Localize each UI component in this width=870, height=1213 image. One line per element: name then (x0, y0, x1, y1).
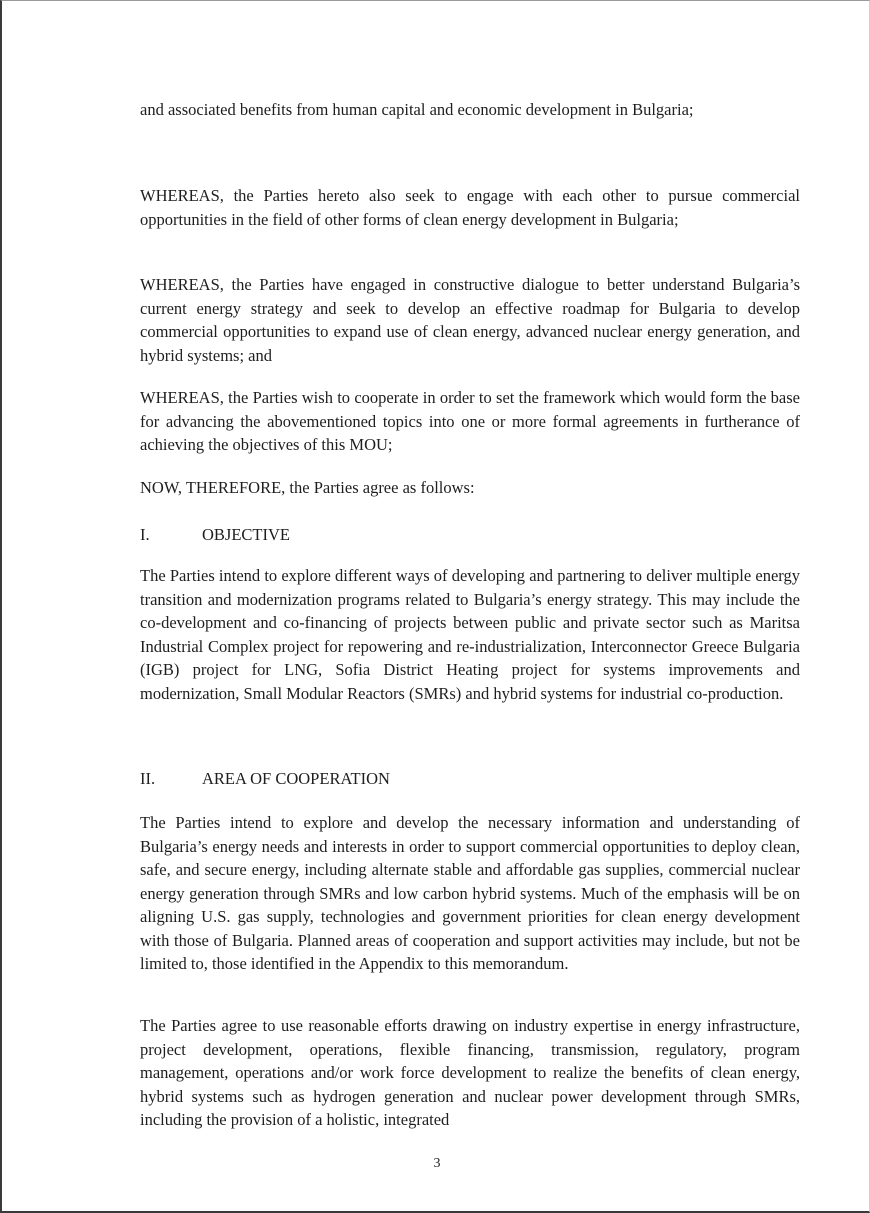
cooperation-paragraph-2: The Parties agree to use reasonable efforts drawing on industry expertise in energy infrastructure, project development, operations, flexible financing, transmission, regulatory, program management, operations and/or work force development to realize the benefits of clean energy, hybrid systems such as hydrogen generation and nuclear power development through SMRs, including the provision of a holistic, integrated (140, 1016, 800, 1129)
section-title: OBJECTIVE (202, 525, 290, 544)
continuation-paragraph: and associated benefits from human capital and economic development in Bulgaria; (140, 100, 694, 119)
whereas-paragraph-3: WHEREAS, the Parties wish to cooperate in order to set the framework which would form the base for advancing the abovementioned topics into one or more formal agreements in furtherance of achieving the objectives of this MOU; (140, 388, 800, 454)
now-therefore-paragraph: NOW, THEREFORE, the Parties agree as follows: (140, 478, 475, 497)
page-number: 3 (433, 1156, 441, 1171)
section-heading-area-of-cooperation (140, 767, 800, 791)
objective-paragraph: The Parties intend to explore different ways of developing and partnering to deliver multiple energy transition and modernization programs related to Bulgaria’s energy strategy. This may include the co-development and co-financing of projects between public and private sector such as Maritsa Industrial Complex project for repowering and re-industrialization, Interconnector Greece Bulgaria (IGB) project for LNG, Sofia District Heating project for systems improvements and modernization, Small Modular Reactors (SMRs) and hybrid systems for industrial co-production. (140, 566, 800, 703)
section-number: II. (140, 769, 156, 788)
section-title: AREA OF COOPERATION (202, 769, 390, 788)
whereas-paragraph-2: WHEREAS, the Parties have engaged in constructive dialogue to better understand Bulgaria’s current energy strategy and seek to develop an effective roadmap for Bulgaria to develop commercial opportunities to expand use of clean energy, advanced nuclear energy generation, and hybrid systems; and (140, 275, 800, 365)
section-heading-objective (140, 523, 800, 547)
whereas-paragraph-1: WHEREAS, the Parties hereto also seek to engage with each other to pursue commercial opportunities in the field of other forms of clean energy development in Bulgaria; (140, 186, 800, 229)
cooperation-paragraph-1: The Parties intend to explore and develop the necessary information and understanding of Bulgaria’s energy needs and interests in order to support commercial opportunities to deploy clean, safe, and secure energy, including alternate stable and affordable gas supplies, commercial nuclear energy generation through SMRs and low carbon hybrid systems. Much of the emphasis will be on aligning U.S. gas supply, technologies and government priorities for clean energy development with those of Bulgaria. Planned areas of cooperation and support activities may include, but not be limited to, those identified in the Appendix to this memorandum. (140, 813, 800, 973)
section-number: I. (140, 525, 150, 544)
